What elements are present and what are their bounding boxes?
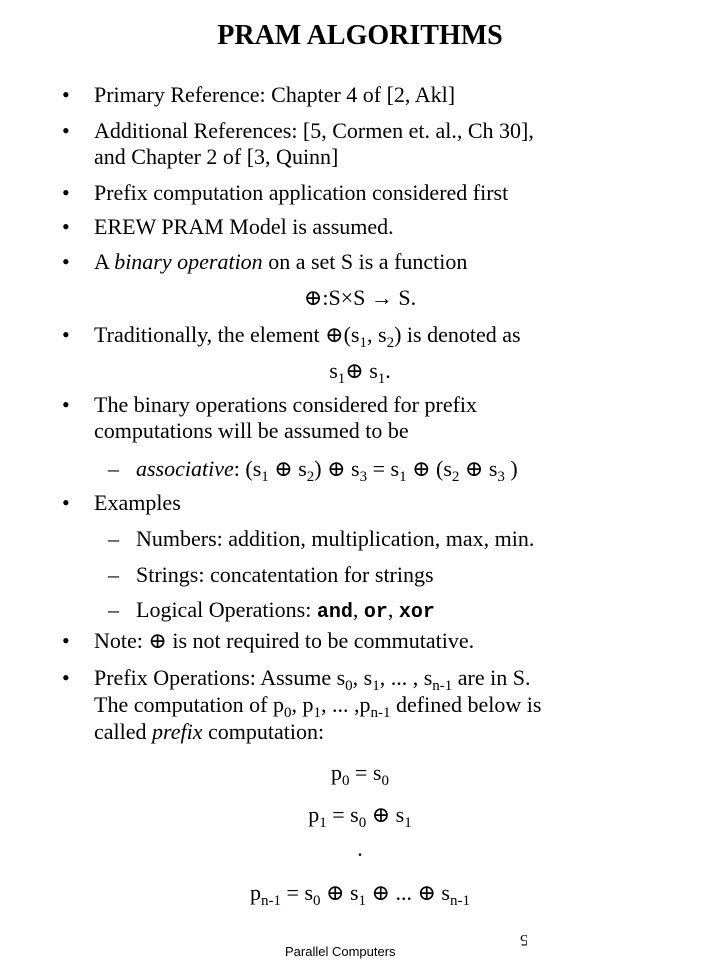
equation-p0: $p_0 = s_0$ <box>331 760 389 789</box>
bullet-traditional-notation: Traditionally, the element $\oplus(s_1$, $s_2$) is denoted as <box>94 322 521 351</box>
bullet-marker: • <box>62 82 70 107</box>
bullet-marker: • <box>62 628 70 653</box>
bullet-marker: • <box>62 249 70 274</box>
page-number: 5 <box>520 931 528 948</box>
bullet-prefix-operations-line3: called prefix computation: <box>94 719 325 744</box>
bullet-prefix-computation: Prefix computation application considered first <box>94 180 509 205</box>
bullet-binary-operation: A binary operation on a set S is a function <box>94 249 468 274</box>
notation-formula: $s_1\oplus$ $s_1$. <box>329 358 391 387</box>
bullet-marker: • <box>62 118 70 143</box>
bullet-prefix-operations-line1: Prefix Operations: Assume $s_0$, $s_1$, ... , $s_{n-1}$ are in S. <box>94 665 531 694</box>
bullet-note-commutative: Note: ⊕ is not required to be commutative. <box>94 628 475 653</box>
bullet-marker: • <box>62 322 70 347</box>
bullet-primary-reference: Primary Reference: Chapter 4 of [2, Akl] <box>94 82 456 107</box>
dash-marker: – <box>108 597 119 622</box>
bullet-marker: • <box>62 180 70 205</box>
equation-ellipsis-dot: . <box>357 836 363 861</box>
dash-marker: – <box>108 562 119 587</box>
bullet-binary-operations-line1: The binary operations considered for prefix <box>94 392 478 417</box>
bullet-marker: • <box>62 665 70 690</box>
associative-formula: associative: ($s_1$ ⊕ $s_2$) ⊕ $s_3 = s_1$ ⊕ ($s_2$ ⊕ $s_3$ ) <box>136 456 518 485</box>
function-definition: ⊕:S×S → S. <box>303 285 417 310</box>
dash-marker: – <box>108 526 119 551</box>
bullet-marker: • <box>62 214 70 239</box>
bullet-prefix-operations-line2: The computation of $p_0$, $p_1$, ... $,p_{n-1}$ defined below is <box>94 692 542 721</box>
bullet-examples: Examples <box>94 490 181 515</box>
equation-pn-1: $p_{n-1} = s_0$ ⊕ $s_1$ ⊕ ... ⊕ $s_{n-1}$ <box>250 880 470 909</box>
page-title: PRAM ALGORITHMS <box>217 20 503 51</box>
example-strings: Strings: concatentation for strings <box>136 562 434 587</box>
bullet-additional-references-line2: and Chapter 2 of [3, Quinn] <box>94 144 339 169</box>
example-logical: Logical Operations: and, or, xor <box>136 597 435 624</box>
bullet-marker: • <box>62 392 70 417</box>
dash-marker: – <box>108 456 119 481</box>
bullet-binary-operations-line2: computations will be assumed to be <box>94 418 409 443</box>
footer-text: Parallel Computers <box>285 944 396 959</box>
bullet-marker: • <box>62 490 70 515</box>
bullet-erew-model: EREW PRAM Model is assumed. <box>94 214 394 239</box>
bullet-additional-references-line1: Additional References: [5, Cormen et. al., Ch 30], <box>94 118 534 143</box>
example-numbers: Numbers: addition, multiplication, max, min. <box>136 526 535 551</box>
equation-p1: $p_1 = s_0$ ⊕ $s_1$ <box>308 802 412 831</box>
